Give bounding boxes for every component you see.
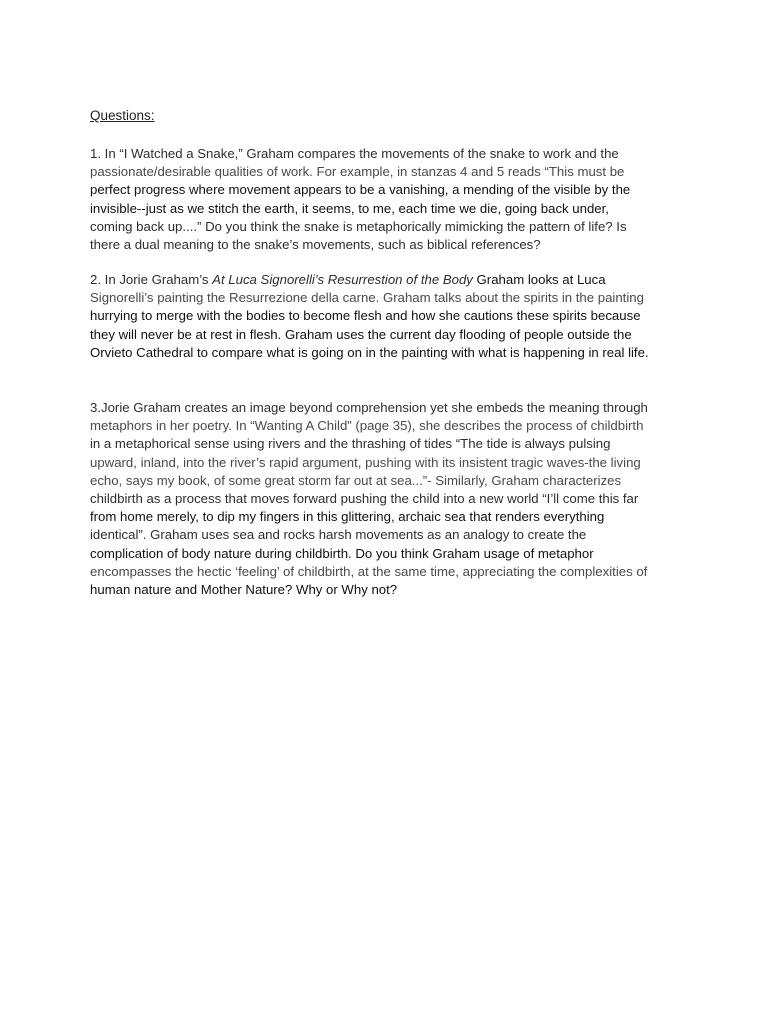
question-2-line-suffix: Graham looks at Luca bbox=[472, 272, 606, 287]
question-1-line: 1. In “I Watched a Snake,” Graham compares the movements of the snake to work and the bbox=[90, 146, 619, 161]
question-3-line: echo, says my book, of some great storm far out at sea...”- Similarly, Graham characterizes bbox=[90, 472, 622, 488]
question-1-line: passionate/desirable qualities of work. For example, in stanzas 4 and 5 reads “This must be bbox=[90, 164, 625, 180]
question-1-line: invisible--just as we stitch the earth, it seems, to me, each time we die, going back under, bbox=[90, 200, 609, 216]
questions-heading: Questions: bbox=[90, 108, 155, 123]
question-3 bbox=[90, 399, 680, 599]
question-1 bbox=[90, 145, 680, 254]
question-2-line bbox=[90, 271, 680, 289]
question-3-line: identical”. Graham uses sea and rocks harsh movements as an analogy to create the bbox=[90, 527, 587, 543]
question-1-line: there a dual meaning to the snake’s movements, such as biblical references? bbox=[90, 237, 541, 253]
question-3-line: 3.Jorie Graham creates an image beyond comprehension yet she embeds the meaning through bbox=[90, 400, 648, 415]
question-3-line: complication of body nature during childbirth. Do you think Graham usage of metaphor bbox=[90, 545, 594, 561]
question-3-line: human nature and Mother Nature? Why or Why not? bbox=[90, 582, 398, 598]
question-3-line: in a metaphorical sense using rivers and the thrashing of tides “The tide is always pulsing bbox=[90, 436, 611, 452]
question-3-line: childbirth as a process that moves forward pushing the child into a new world “I’ll come this far bbox=[90, 491, 639, 507]
question-2 bbox=[90, 271, 680, 362]
question-2-line: hurrying to merge with the bodies to become flesh and how she cautions these spirits because bbox=[90, 308, 641, 324]
question-3-line: upward, inland, into the river’s rapid argument, pushing with its insistent tragic waves-the living bbox=[90, 454, 641, 470]
question-1-line: coming back up....” Do you think the snake is metaphorically mimicking the pattern of life? Is bbox=[90, 218, 627, 234]
question-2-line-prefix: 2. In Jorie Graham’s bbox=[90, 272, 213, 287]
question-2-line: Signorelli’s painting the Resurrezione della carne. Graham talks about the spirits in the painting bbox=[90, 290, 644, 306]
question-1-line: perfect progress where movement appears to be a vanishing, a mending of the visible by the bbox=[90, 182, 631, 198]
question-2-line: Orvieto Cathedral to compare what is going on in the painting with what is happening in real life. bbox=[90, 344, 649, 360]
question-3-line: encompasses the hectic ‘feeling’ of childbirth, at the same time, appreciating the complexities of bbox=[90, 563, 648, 579]
question-3-line: from home merely, to dip my fingers in this glittering, archaic sea that renders everything bbox=[90, 509, 605, 525]
poem-title: At Luca Signorelli’s Resurrestion of the Body bbox=[212, 272, 473, 287]
question-3-line: metaphors in her poetry. In “Wanting A Child” (page 35), she describes the process of childbirth bbox=[90, 418, 644, 434]
question-2-line: they will never be at rest in flesh. Graham uses the current day flooding of people outside the bbox=[90, 326, 632, 342]
